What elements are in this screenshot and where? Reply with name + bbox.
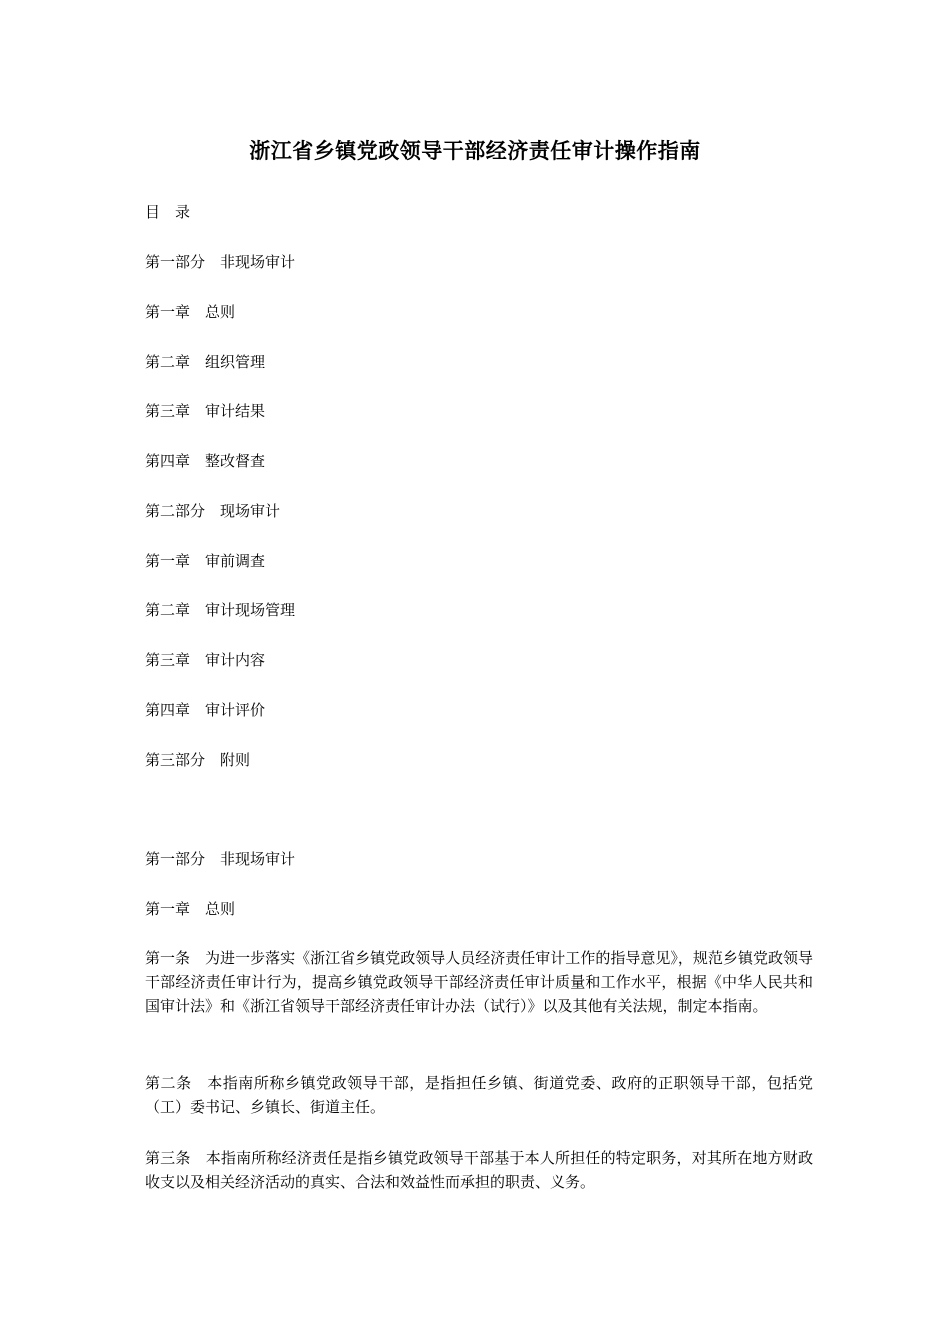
toc-item: 第二章 组织管理 <box>145 353 266 371</box>
toc-item: 第四章 整改督查 <box>145 452 266 470</box>
chapter-heading: 第一章 总则 <box>145 900 236 918</box>
toc-item: 第三章 审计内容 <box>145 651 266 669</box>
toc-item: 第一部分 非现场审计 <box>145 253 296 271</box>
document-title: 浙江省乡镇党政领导干部经济责任审计操作指南 <box>249 138 701 163</box>
article-3: 第三条 本指南所称经济责任是指乡镇党政领导干部基于本人所担任的特定职务，对其所在地方财政收支以及相关经济活动的真实、合法和效益性而承担的职责、义务。 <box>145 1149 813 1191</box>
toc-item: 第三部分 附则 <box>145 751 251 769</box>
toc-item: 第四章 审计评价 <box>145 701 266 719</box>
toc-item: 第二章 审计现场管理 <box>145 601 296 619</box>
toc-item: 第二部分 现场审计 <box>145 502 281 520</box>
article-2: 第二条 本指南所称乡镇党政领导干部，是指担任乡镇、街道党委、政府的正职领导干部，包括党（工）委书记、乡镇长、街道主任。 <box>145 1074 813 1116</box>
toc-item: 第一章 审前调查 <box>145 552 266 570</box>
toc-item: 第三章 审计结果 <box>145 402 266 420</box>
article-1: 第一条 为进一步落实《浙江省乡镇党政领导人员经济责任审计工作的指导意见》，规范乡镇党政领导干部经济责任审计行为，提高乡镇党政领导干部经济责任审计质量和工作水平，根据《中华人民共和国审计法》和《浙江省领导干部经济责任审计办法（试行）》以及其他有关法规，制定本指南。 <box>145 949 813 1015</box>
toc-heading: 目 录 <box>145 203 191 221</box>
part-heading: 第一部分 非现场审计 <box>145 850 296 868</box>
toc-item: 第一章 总则 <box>145 303 236 321</box>
